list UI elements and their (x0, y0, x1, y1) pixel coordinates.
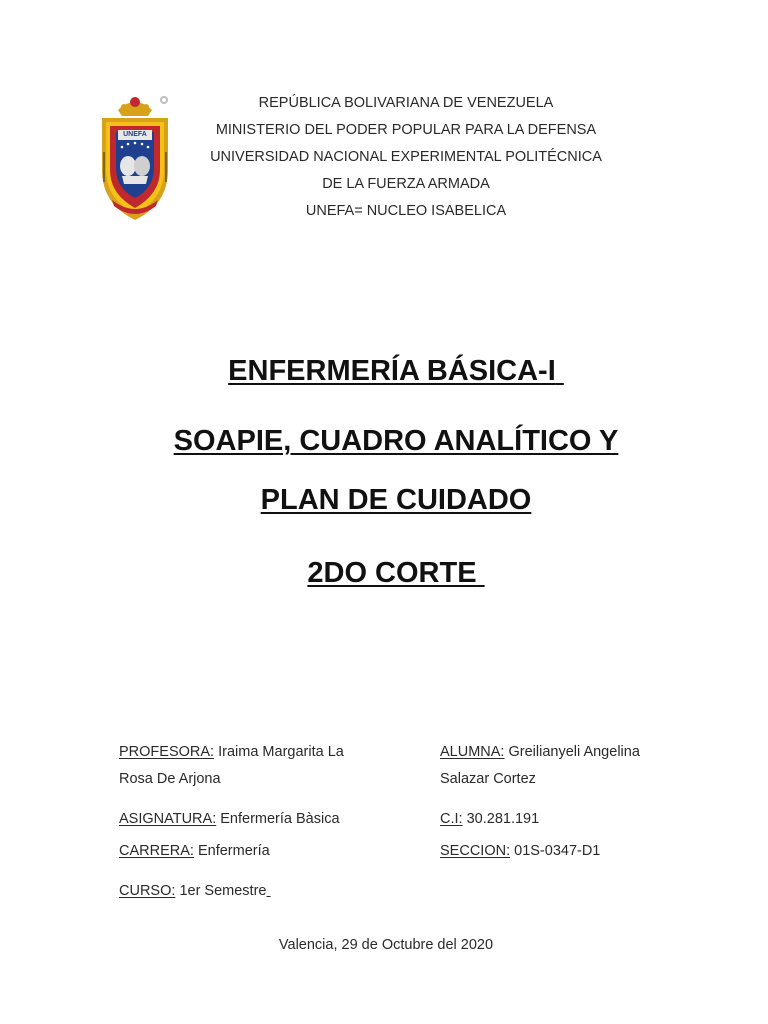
header-line-1: REPÚBLICA BOLIVARIANA DE VENEZUELA (258, 95, 554, 111)
institution-header (150, 93, 662, 228)
header-line-4: DE LA FUERZA ARMADA (322, 176, 490, 192)
curso-value: 1er Semestre (179, 883, 267, 899)
profesora-label: PROFESORA: (119, 744, 215, 760)
ci-label: C.I: (440, 811, 463, 827)
logo-banner-text: UNEFA (123, 131, 147, 138)
carrera-field (119, 838, 384, 865)
topic-title-line-1 (0, 425, 768, 458)
topic-title-line-2 (0, 484, 768, 517)
seccion-label: SECCION: (440, 843, 511, 859)
alumna-value-line-2: Salazar Cortez (440, 771, 536, 787)
profesora-value-line-1: Iraima Margarita La (218, 744, 344, 760)
asignatura-field (119, 806, 384, 833)
place-date: Valencia, 29 de Octubre del 2020 (278, 937, 494, 953)
header-line-5: UNEFA= NUCLEO ISABELICA (305, 203, 507, 219)
alumna-label: ALUMNA: (440, 744, 505, 760)
course-title (0, 355, 768, 388)
profesora-value-line-2: Rosa De Arjona (119, 771, 221, 787)
carrera-label: CARRERA: (119, 843, 194, 859)
header-line-3: UNIVERSIDAD NACIONAL EXPERIMENTAL POLITÉCNICA (210, 149, 602, 165)
period-title-text: 2DO CORTE (307, 557, 477, 589)
course-title-text: ENFERMERÍA BÁSICA-I (228, 355, 556, 387)
alumna-value-line-1: Greilianyeli Angelina (508, 744, 640, 760)
curso-label: CURSO: (119, 883, 176, 899)
profesora-field (119, 739, 384, 793)
asignatura-label: ASIGNATURA: (119, 811, 217, 827)
ci-value: 30.281.191 (466, 811, 540, 827)
asignatura-value: Enfermería Bàsica (220, 811, 340, 827)
curso-field (119, 878, 384, 905)
alumna-field (440, 739, 680, 793)
seccion-value: 01S-0347-D1 (514, 843, 601, 859)
header-line-2: MINISTERIO DEL PODER POPULAR PARA LA DEFENSA (215, 122, 597, 138)
topic-line-2-text: PLAN DE CUIDADO (260, 484, 532, 516)
carrera-value: Enfermería (197, 843, 270, 859)
seccion-field (440, 838, 680, 865)
ci-field (440, 806, 680, 833)
topic-line-1-text: SOAPIE, CUADRO ANALÍTICO Y (173, 425, 619, 457)
period-title (0, 557, 768, 590)
